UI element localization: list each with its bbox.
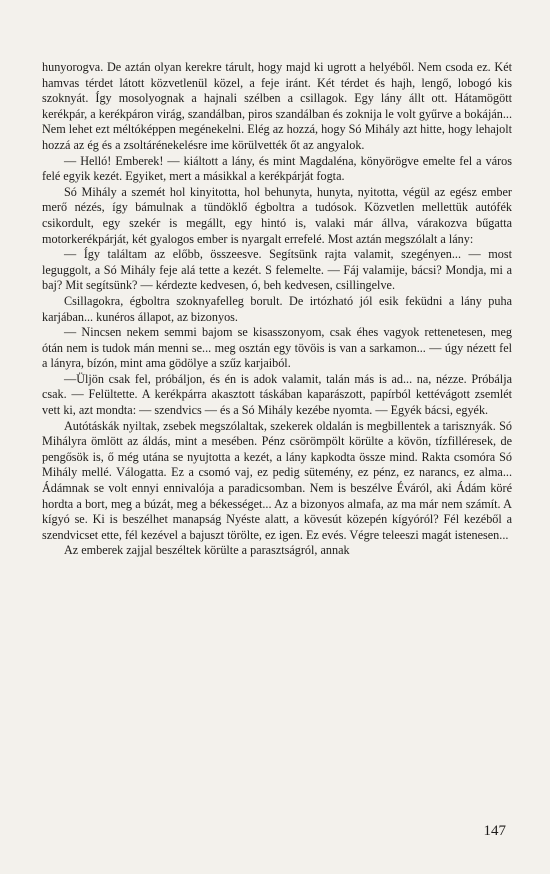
paragraph: — Helló! Emberek! — kiáltott a lány, és mint Magdaléna, könyörögve emelte fel a város felé egyik kezét. Egyiket, mert a másikkal a kerékpárját fogta.	[42, 153, 512, 184]
paragraph: Só Mihály a szemét hol kinyitotta, hol behunyta, hunyta, nyitotta, végül az egész ember merő nézés, így bámulnak a tündöklő égboltra a tudósok. Közvetlen mellettük autófék csikordult, egy szekér is megállt, egy hintó is, valaki már állva, várakozva bűgatta motorkerékpárját, két gyalogos ember is nyargalt errefelé. Most aztán megszólalt a lány:	[42, 184, 512, 246]
paragraph: — Nincsen nekem semmi bajom se kisasszonyom, csak éhes vagyok rettenetesen, meg ótán nem is tudok mán menni se... meg osztán egy tövöis is van a sarkamon... — úgy nézett fel a lányra, bízón, mint ama gödölye a szűz karjaiból.	[42, 325, 512, 371]
page-text	[42, 60, 512, 559]
paragraph: Az emberek zajjal beszéltek körülte a parasztságról, annak	[64, 543, 350, 558]
page-number: 147	[483, 823, 506, 839]
paragraph: hunyorogva. De aztán olyan kerekre tárult, hogy majd ki ugrott a helyéből. Nem csoda ez. Két hamvas térdet látott közvetlenül közel, a feje iránt. Két térdet és hajh, lengő, lobogó kis szoknyát. Így mosolyognak a hajnali szélben a csillagok. Egy lány állt ott. Hátamögött kerékpár, a kerékpáron virág, szandálban, piros szandálban és zoknija le volt gyűrve a bokáján... Nem lehet ezt méltóképpen megénekelni. Elég az hozzá, hogy Só Mihály azt hitte, hogy lehajolt hozzá az ég és a zsoltárénekelésre ime körülvették őt az angyalok.	[42, 60, 512, 152]
paragraph: Autótáskák nyiltak, zsebek megszólaltak, szekerek oldalán is megbillentek a tarisznyák. Só Mihályra ömlött az áldás, mint a mesében. Pénz csörömpölt körülte a kövön, tízfilléresek, de pengősök is, ő még utána se nyujtotta a kezét, a lány kapkodta össze mind. Rakta csomóra Só Mihály mellé. Válogatta. Ez a csomó vaj, ez pedig sütemény, ez pénz, ez narancs, ez alma... Ádámnak se volt ennyi ennivalója a paradicsomban. Nem is beszélve Éváról, aki Ádám köré hordta a bort, meg a búzát, meg a békességet... Az a bizonyos almafa, az ma már nem számít. A kígyó se. Ki is beszélhet manapság Nyéste alatt, a kövesút közepén kígyóról? Fél kezéből a szendvicset ette, fél kezével a bajuszt törölte, ez igen. Ez evés. Végre teleeszi magát istenesen...	[42, 418, 512, 542]
paragraph: — Így találtam az előbb, összeesve. Segítsünk rajta valamit, szegényen... — most leguggolt, a Só Mihály feje alá tette a kezét. S felemelte. — Fáj valamije, bácsi? Mondja, mi a baj? Mit segítsünk? — kérdezte kedvesen, ó, beh kedvesen, csillingelve.	[42, 247, 512, 293]
paragraph: —Üljön csak fel, próbáljon, és én is adok valamit, talán más is ad... na, nézze. Próbálja csak. — Felültette. A kerékpárra akasztott táskában kaparászott, papírból kettévágott zsemlét vett ki, azt mondta: — szendvics — és a Só Mihály kezébe nyomta. — Egyék bácsi, egyék.	[42, 371, 512, 418]
paragraph: Csillagokra, égboltra szoknyafelleg borult. De irtózható jól esik feküdni a lány puha karjában... kunéros állapot, az bizonyos.	[42, 293, 512, 324]
